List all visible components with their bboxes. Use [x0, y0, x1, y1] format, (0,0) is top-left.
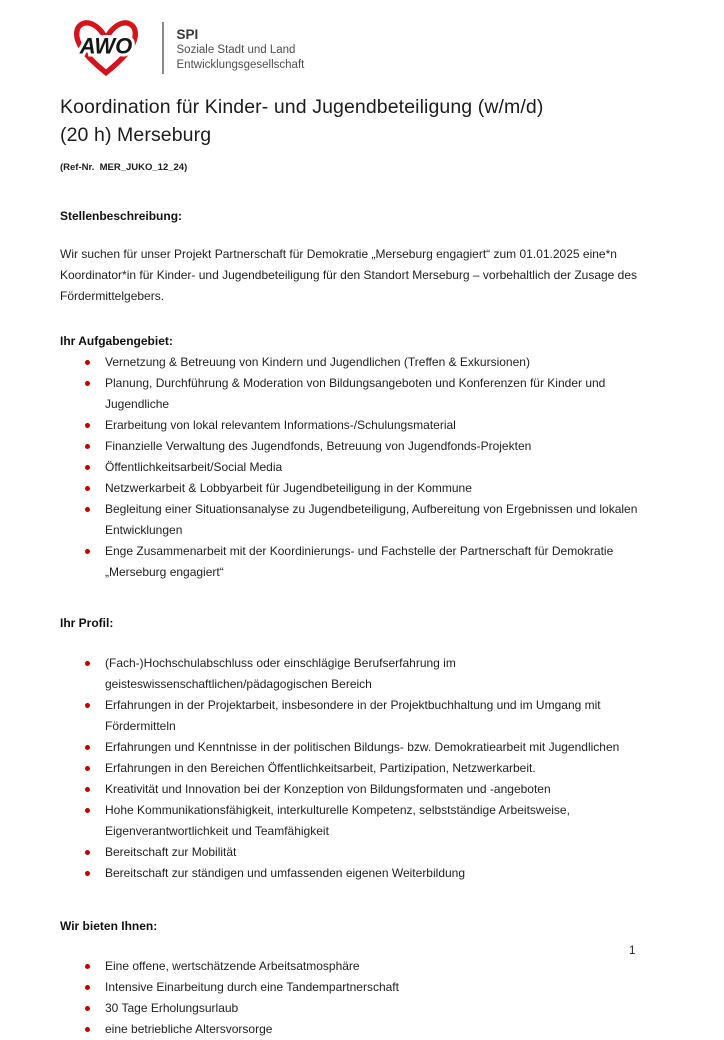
- list-item: Intensive Einarbeitung durch eine Tandempartnerschaft: [60, 977, 668, 998]
- awo-logo-text: AWO: [79, 33, 133, 59]
- page-title: [60, 93, 668, 149]
- list-item: Begleitung einer Situationsanalyse zu Jugendbeteiligung, Aufbereitung von Ergebnissen und lokalen Entwicklungen: [60, 499, 668, 541]
- list-item: Erfahrungen in der Projektarbeit, insbesondere in der Projektbuchhaltung und im Umgang mit Fördermitteln: [60, 695, 668, 737]
- profil-list: [60, 653, 668, 884]
- job-description-paragraph: Wir suchen für unser Projekt Partnerschaft für Demokratie „Merseburg engagiert“ zum 01.01.2025 eine*n Koordinator*in für Kinder- und Jugendbeteiligung für den Standort Merseburg – vorbehaltlich der Zusage des Fördermittelgebers.: [60, 247, 638, 303]
- list-item: Hohe Kommunikationsfähigkeit, interkulturelle Kompetenz, selbstständige Arbeitsweise, Eigenverantwortlichkeit und Teamfähigkeit: [60, 800, 668, 842]
- list-item: Enge Zusammenarbeit mit der Koordinierungs- und Fachstelle der Partnerschaft für Demokratie „Merseburg engagiert“: [60, 541, 668, 583]
- list-item: Bereitschaft zur Mobilität: [60, 842, 668, 863]
- aufgaben-list: [60, 352, 668, 583]
- reference-number: (Ref-Nr. MER_JUKO_12_24): [60, 162, 188, 173]
- org-line2: Entwicklungsgesellschaft: [176, 59, 305, 71]
- list-item: Erarbeitung von lokal relevantem Informations-/Schulungsmaterial: [60, 415, 668, 436]
- header-logo: [60, 18, 668, 78]
- list-item: Netzwerkarbeit & Lobbyarbeit für Jugendbeteiligung in der Kommune: [60, 478, 668, 499]
- list-item: Erfahrungen in den Bereichen Öffentlichkeitsarbeit, Partizipation, Netzwerkarbeit.: [60, 758, 668, 779]
- list-item: Vernetzung & Betreuung von Kindern und Jugendlichen (Treffen & Exkursionen): [60, 352, 668, 373]
- title-line-1: Koordination für Kinder- und Jugendbeteiligung (w/m/d): [60, 96, 544, 118]
- logo-divider: [162, 22, 164, 74]
- section-heading-stellenbeschreibung: Stellenbeschreibung:: [60, 209, 183, 223]
- section-heading-profil: Ihr Profil:: [60, 616, 114, 630]
- title-line-2: (20 h) Merseburg: [60, 124, 212, 146]
- spi-text-block: [177, 23, 305, 73]
- org-line1: Soziale Stadt und Land: [176, 44, 296, 56]
- list-item: Öffentlichkeitsarbeit/Social Media: [60, 457, 668, 478]
- awo-heart-logo-icon: [60, 18, 152, 78]
- list-item: Eine offene, wertschätzende Arbeitsatmosphäre: [60, 956, 668, 977]
- section-heading-aufgabengebiet: Ihr Aufgabengebiet:: [60, 334, 173, 348]
- section-heading-wir-bieten: Wir bieten Ihnen:: [60, 919, 158, 933]
- page-number: 1: [629, 945, 636, 957]
- list-item: Bereitschaft zur ständigen und umfassenden eigenen Weiterbildung: [60, 863, 668, 884]
- list-item: 30 Tage Erholungsurlaub: [60, 998, 668, 1019]
- list-item: eine betriebliche Altersvorsorge: [60, 1019, 668, 1040]
- list-item: Erfahrungen und Kenntnisse in der politischen Bildungs- bzw. Demokratiearbeit mit Jugendlichen: [60, 737, 668, 758]
- list-item: Finanzielle Verwaltung des Jugendfonds, Betreuung von Jugendfonds-Projekten: [60, 436, 668, 457]
- list-item: Planung, Durchführung & Moderation von Bildungsangeboten und Konferenzen für Kinder und Jugendliche: [60, 373, 668, 415]
- bieten-list: [60, 956, 668, 1040]
- list-item: (Fach-)Hochschulabschluss oder einschlägige Berufserfahrung im geisteswissenschaftlichen/pädagogischen Bereich: [60, 653, 668, 695]
- list-item: Kreativität und Innovation bei der Konzeption von Bildungsformaten und -angeboten: [60, 779, 668, 800]
- org-abbr: SPI: [176, 27, 199, 42]
